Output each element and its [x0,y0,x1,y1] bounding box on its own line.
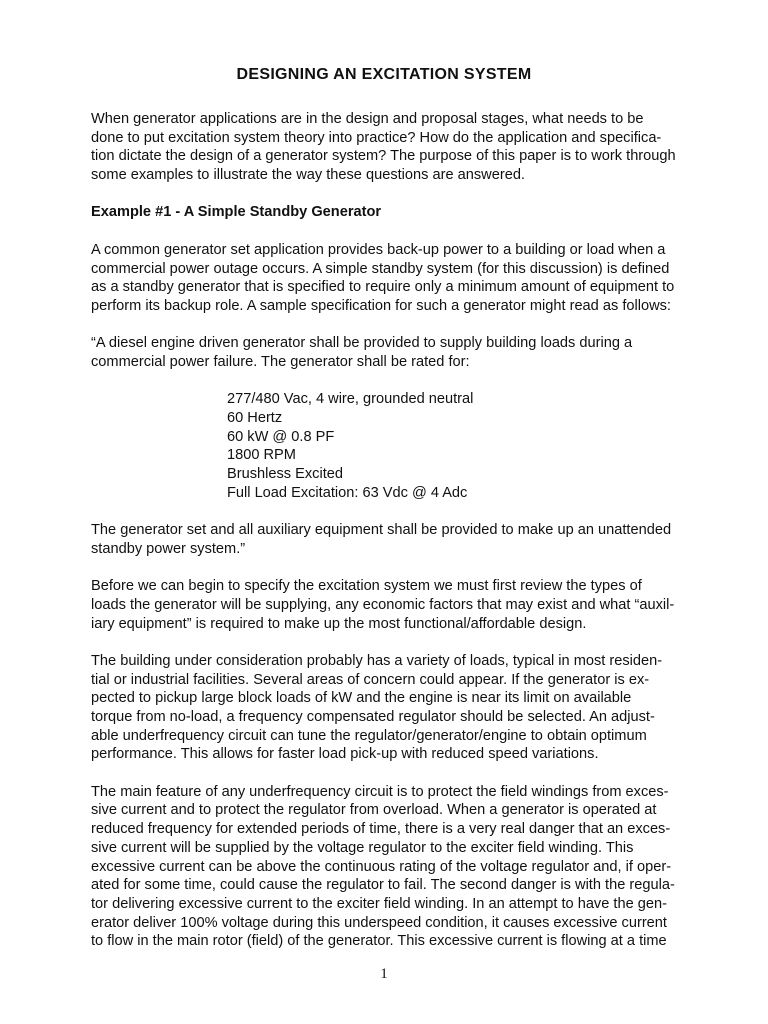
quote-end [91,521,703,558]
text-line: sive current will be supplied by the voltage regulator to the exciter field winding. This [91,839,634,856]
text-line: The generator set and all auxiliary equipment shall be provided to make up an unattended [91,522,672,539]
text-line: standby power system.” [91,540,246,557]
text-line: tor delivering excessive current to the exciter field winding. In an attempt to have the gen- [91,895,667,912]
text-line: some examples to illustrate the way these questions are answered. [91,167,525,184]
text-line: commercial power outage occurs. A simple standby system (for this discussion) is defined [91,260,670,277]
text-line: loads the generator will be supplying, any economic factors that may exist and what “auxil- [91,596,675,613]
paragraph-underfrequency [91,783,703,951]
text-line: performance. This allows for faster load pick-up with reduced speed variations. [91,746,599,763]
spec-item: 60 Hertz [227,410,283,426]
text-line: “A diesel engine driven generator shall be provided to supply building loads during a [91,335,633,352]
paragraph-load-review [91,577,703,633]
text-line: tial or industrial facilities. Several areas of concern could appear. If the generator is ex- [91,671,650,688]
paragraph-standby-definition [91,241,703,316]
heading-text: Example #1 - A Simple Standby Generator [91,204,382,221]
text-line: perform its backup role. A sample specification for such a generator might read as follows: [91,297,671,314]
text-line: Before we can begin to specify the excitation system we must first review the types of [91,578,642,595]
document-body [91,110,703,951]
text-line: ated for some time, could cause the regulator to fail. The second danger is with the regula- [91,877,675,894]
quote-intro [91,334,703,371]
text-line: The building under consideration probably has a variety of loads, typical in most residen- [91,652,663,669]
text-line: able underfrequency circuit can tune the regulator/generator/engine to obtain optimum [91,727,647,744]
text-line: tion dictate the design of a generator system? The purpose of this paper is to work through [91,148,676,165]
example-heading [91,203,703,222]
text-line: to flow in the main rotor (field) of the generator. This excessive current is flowing at a time [91,933,667,950]
spec-item: 277/480 Vac, 4 wire, grounded neutral [227,391,474,408]
spec-list [227,390,703,502]
text-line: erator deliver 100% voltage during this underspeed condition, it causes excessive current [91,914,667,931]
spec-item: 1800 RPM [227,447,296,464]
text-line: The main feature of any underfrequency circuit is to protect the field windings from exces- [91,783,669,800]
text-line: sive current and to protect the regulator from overload. When a generator is operated at [91,802,657,819]
text-line: as a standby generator that is specified to require only a minimum amount of equipment to [91,279,675,296]
text-line: reduced frequency for extended periods of time, there is a very real danger that an exces- [91,821,671,838]
text-line: A common generator set application provides back-up power to a building or load when a [91,241,666,258]
page-number: 1 [380,966,388,982]
text-line: done to put excitation system theory into practice? How do the application and specifica- [91,129,662,146]
text-line: iary equipment” is required to make up the most functional/affordable design. [91,615,587,632]
text-line: When generator applications are in the design and proposal stages, what needs to be [91,111,644,127]
page-title: DESIGNING AN EXCITATION SYSTEM [236,66,532,83]
text-line: excessive current can be above the continuous rating of the voltage regulator and, if oper- [91,858,672,875]
text-line: torque from no-load, a frequency compensated regulator should be selected. An adjust- [91,709,655,725]
intro-paragraph [91,110,703,185]
text-line: pected to pickup large block loads of kW and the engine is near its limit on available [91,690,632,707]
spec-item: 60 kW @ 0.8 PF [227,428,335,445]
text-line: commercial power failure. The generator shall be rated for: [91,353,470,370]
spec-item: Brushless Excited [227,466,343,483]
paragraph-building-loads [91,652,703,764]
spec-item: Full Load Excitation: 63 Vdc @ 4 Adc [227,484,468,501]
